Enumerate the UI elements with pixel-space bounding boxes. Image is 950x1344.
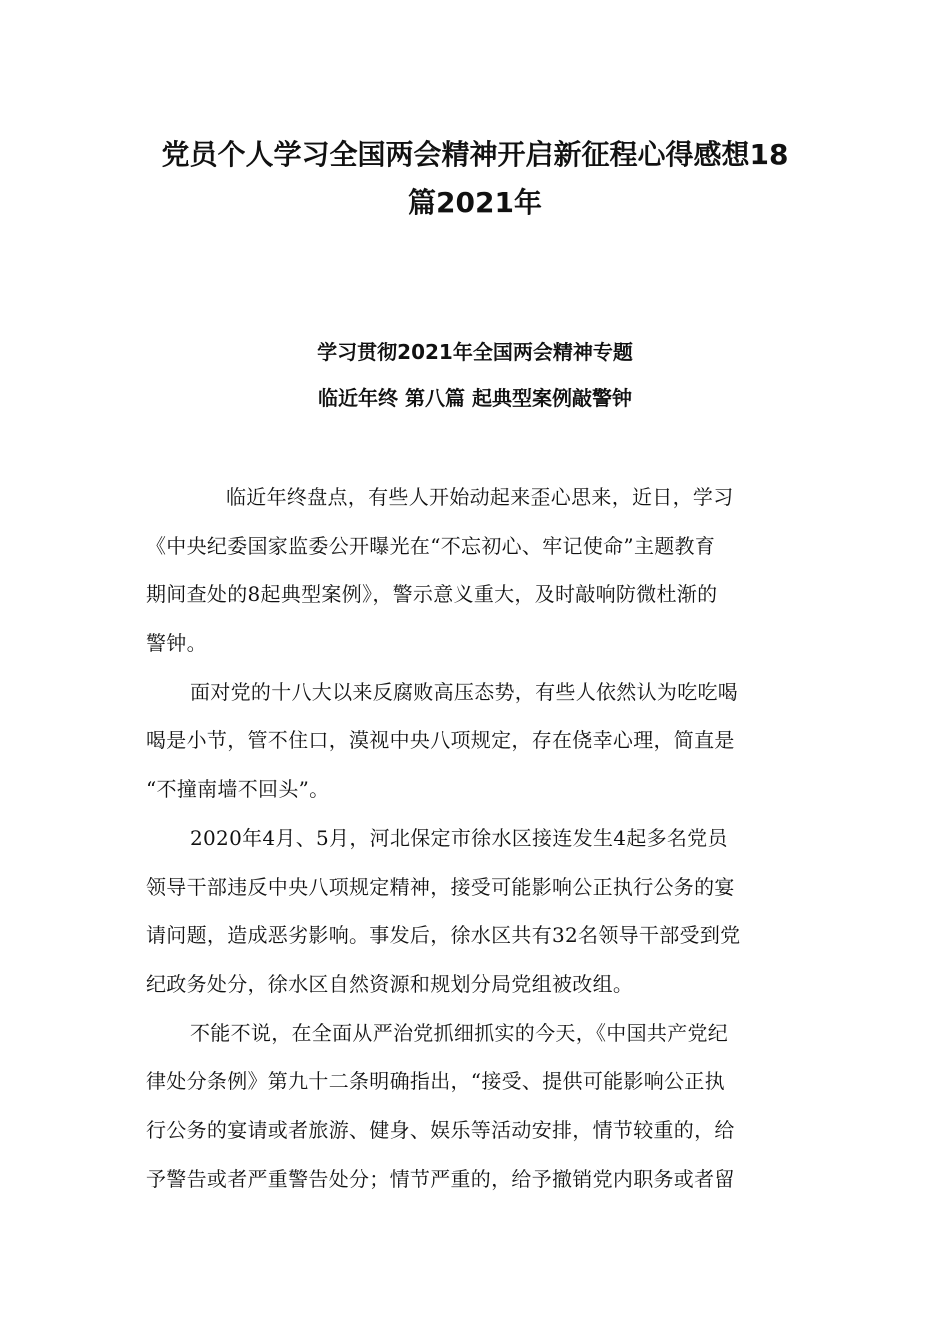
- paragraph-1-line-2: 《中央纪委国家监委公开曝光在“不忘初心、牢记使命”主题教育: [146, 533, 716, 558]
- section-subtitle-line-2: 临近年终 第八篇 起典型案例敲警钟: [318, 386, 632, 410]
- paragraph-4-line-3: 行公务的宴请或者旅游、健身、娱乐等活动安排，情节较重的，给: [146, 1117, 735, 1142]
- paragraph-1-line-4: 警钟。: [146, 631, 207, 656]
- document-title-line-2: 篇2021年: [408, 186, 542, 219]
- paragraph-2-line-3: “不撞南墙不回头”。: [146, 777, 330, 802]
- paragraph-4-line-1: 不能不说，在全面从严治党抓细抓实的今天，《中国共产党纪: [190, 1020, 729, 1045]
- paragraph-1-line-1: 临近年终盘点，有些人开始动起来歪心思来，近日，学习: [226, 485, 734, 509]
- paragraph-3-line-3: 请问题，造成恶劣影响。事发后，徐水区共有32名领导干部受到党: [146, 923, 741, 948]
- document-title-line-1: 党员个人学习全国两会精神开启新征程心得感想18: [161, 138, 789, 171]
- paragraph-1-line-3: 期间查处的8起典型案例》，警示意义重大，及时敲响防微杜渐的: [146, 582, 718, 607]
- paragraph-2-line-1: 面对党的十八大以来反腐败高压态势，有些人依然认为吃吃喝: [190, 679, 739, 704]
- paragraph-2-line-2: 喝是小节，管不住口，漠视中央八项规定，存在侥幸心理，简直是: [146, 728, 735, 753]
- paragraph-4-line-2: 律处分条例》第九十二条明确指出，“接受、提供可能影响公正执: [146, 1069, 725, 1094]
- paragraph-3-line-4: 纪政务处分，徐水区自然资源和规划分局党组被改组。: [146, 971, 634, 996]
- paragraph-3-line-2: 领导干部违反中央八项规定精神，接受可能影响公正执行公务的宴: [146, 874, 735, 899]
- paragraph-4-line-4: 予警告或者严重警告处分；情节严重的，给予撤销党内职务或者留: [146, 1166, 735, 1191]
- section-subtitle-line-1: 学习贯彻2021年全国两会精神专题: [317, 340, 633, 364]
- document-body: [146, 473, 806, 1203]
- paragraph-3-line-1: 2020年4月、5月，河北保定市徐水区接连发生4起多名党员: [190, 825, 728, 850]
